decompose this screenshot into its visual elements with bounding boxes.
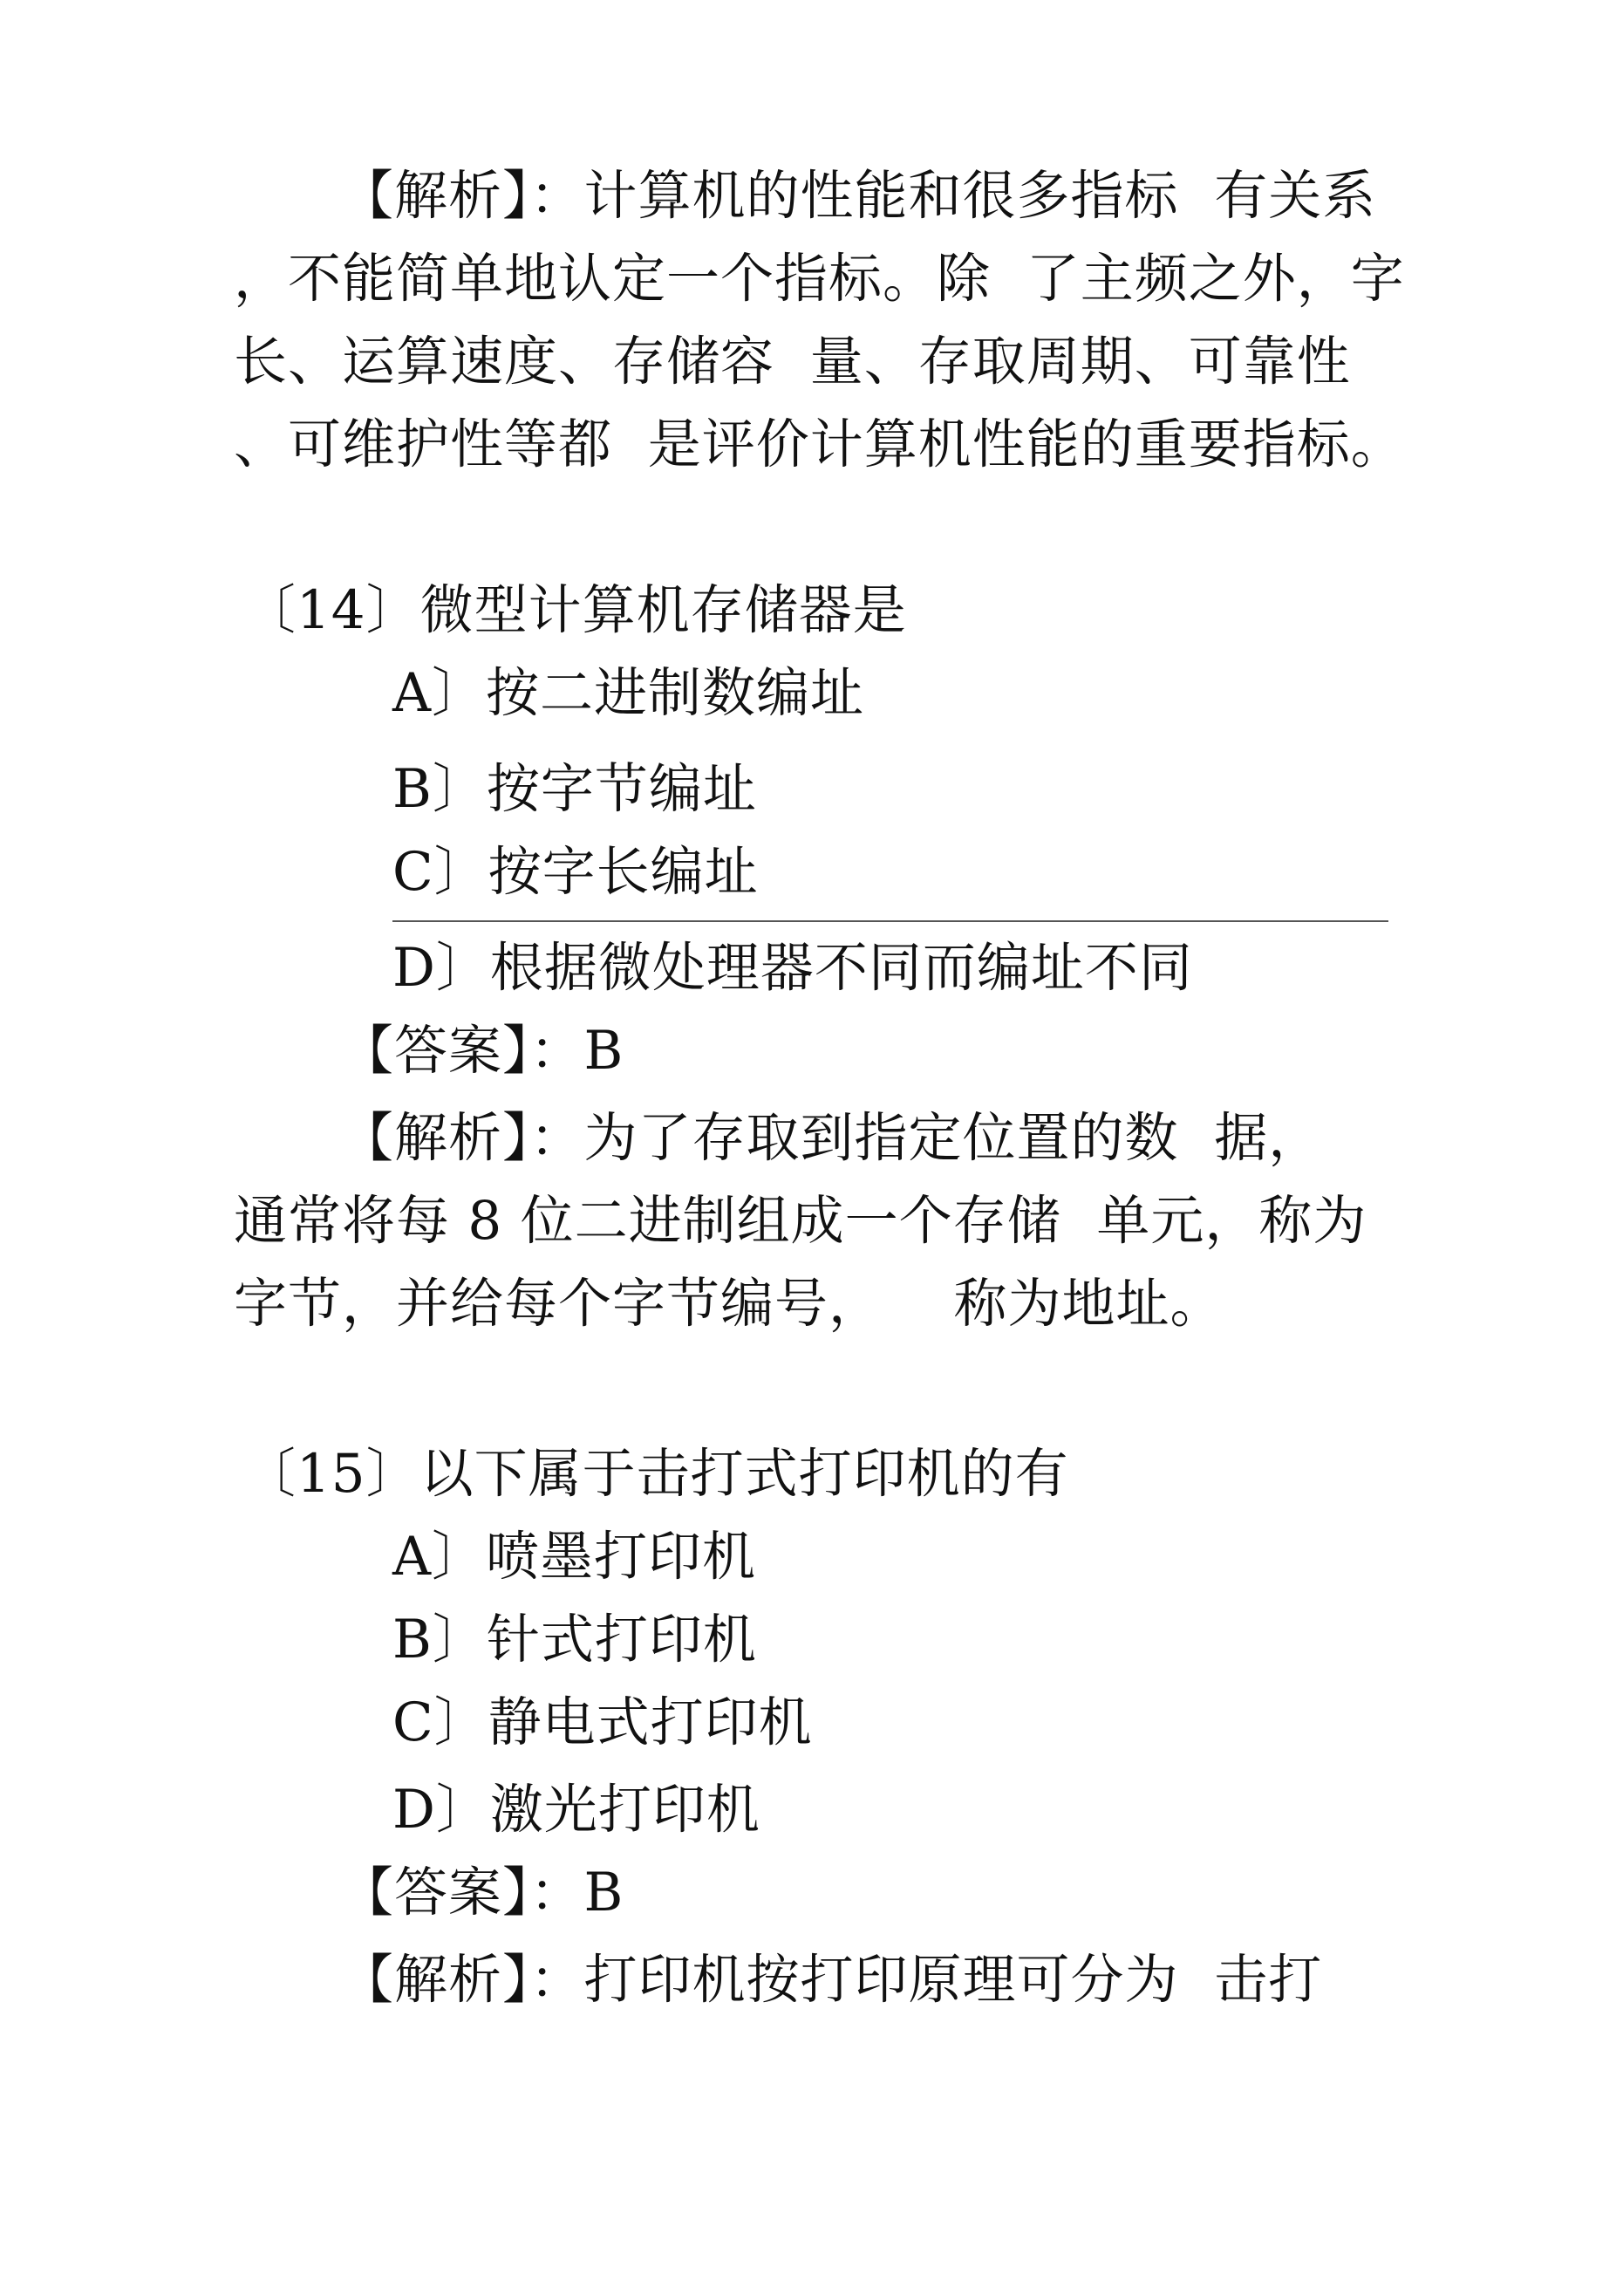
q13-analysis-line-3: 长、运算速度、存储容 量、存取周期、可靠性 xyxy=(234,331,1351,393)
q14-option-a: A〕按二进制数编址 xyxy=(392,662,865,724)
q13-analysis-line-2: ，不能简单地认定一个指标。除 了主频之外，字 xyxy=(234,248,1405,310)
q14-option-d: D〕根据微处理器不同而编址不同 xyxy=(392,937,1193,999)
q15-option-d: D〕激光打印机 xyxy=(392,1779,760,1841)
q14-analysis-line-3: 字节，并给每个字节编号， 称为地址。 xyxy=(234,1273,1224,1335)
q15-answer: 【答案】：B xyxy=(340,1862,624,1924)
q15-option-a: A〕喷墨打印机 xyxy=(392,1526,757,1588)
q15-question: 〔15〕以下属于击打式打印机的有 xyxy=(242,1443,1069,1505)
page-break-rule xyxy=(392,920,1388,922)
q14-answer: 【答案】：B xyxy=(340,1020,624,1082)
q14-question: 〔14〕微型计算机存储器是 xyxy=(242,579,907,641)
q13-analysis-line-4: 、可维护性等都 是评价计算机性能的重要指标。 xyxy=(234,413,1405,475)
q14-analysis-line-2: 通常将每 8 位二进制组成一个存储 单元，称为 xyxy=(234,1190,1367,1252)
q15-analysis-line-1: 【解析】：打印机按打印原理可分为 击打 xyxy=(340,1949,1323,2011)
q14-option-b: B〕按字节编址 xyxy=(392,758,757,820)
q15-option-c: C〕静电式打印机 xyxy=(392,1691,813,1753)
q15-option-b: B〕针式打印机 xyxy=(392,1609,757,1671)
q13-analysis-line-1: 【解析】：计算机的性能和很多指标 有关系 xyxy=(340,165,1377,227)
q14-analysis-line-1: 【解析】：为了存取到指定位置的数 据， xyxy=(340,1107,1323,1169)
q14-option-c: C〕按字长编址 xyxy=(392,841,759,903)
